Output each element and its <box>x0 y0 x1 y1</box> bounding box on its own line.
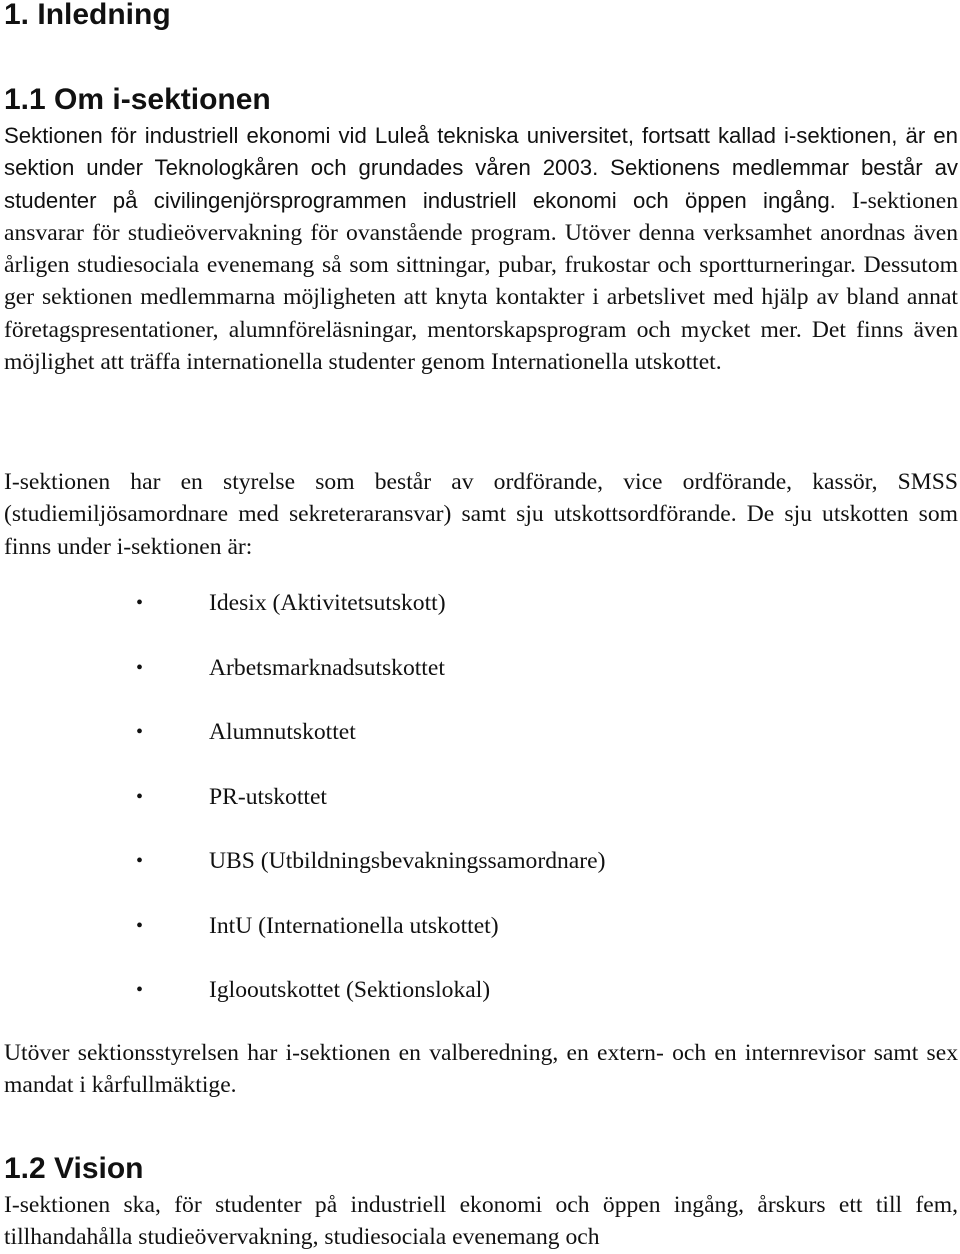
closing-paragraph: Utöver sektionsstyrelsen har i-sektionen en valberedning, en extern- och en internrevisor samt sex mandat i kårfullmäktige. <box>4 1040 958 1099</box>
committee-name: Alumnutskottet <box>209 719 356 745</box>
committee-name: Iglooutskottet (Sektionslokal) <box>209 977 491 1003</box>
bullet-icon: • <box>136 850 144 872</box>
committee-name: UBS (Utbildningsbevakningssamordnare) <box>209 848 606 874</box>
vision-paragraph: I-sektionen ska, för studenter på industriell ekonomi och öppen ingång, årskurs ett till fem, tillhandahålla studieövervakning, studiesociala evenemang och <box>4 1192 958 1251</box>
section-heading-vision: 1.2 Vision <box>4 1152 144 1185</box>
committee-name: PR-utskottet <box>209 783 327 810</box>
bullet-icon: • <box>136 914 144 937</box>
committee-name: Idesix (Aktivitetsutskott) <box>209 590 446 616</box>
bullet-icon: • <box>136 592 144 614</box>
intro-paragraph <box>4 120 958 378</box>
bullet-icon: • <box>136 785 144 808</box>
intro-serif-text: I-sektionen ansvarar för studieövervakning för ovanstående program. Utöver denna verksamhet anordnas även årligen studiesociala evenemang så som sittningar, pubar, frukostar och sportturneringar. Dessutom ger sektionen medlemmarna möjligheten att knyta kontakter i arbetslivet med hjälp av bland annat företagspresentationer, alumnföreläsningar, mentorskapsprogram och mycket mer. Det finns även möjlighet att träffa internationella studenter genom Internationella utskottet. <box>4 187 959 376</box>
bullet-icon: • <box>136 656 144 679</box>
chapter-heading: 1. Inledning <box>4 0 171 31</box>
intro-sans-text: Sektionen för industriell ekonomi vid Luleå tekniska universitet, fortsatt kallad i-sektionen, är en sektion under Teknologkåren och grundades våren 2003. Sektionens medlemmar består av studenter på civilingenjörsprogrammen industriell ekonomi och öppen ingång. <box>4 123 958 213</box>
bullet-icon: • <box>136 979 144 1001</box>
committee-name: IntU (Internationella utskottet) <box>209 912 499 939</box>
board-paragraph: I-sektionen har en styrelse som består av ordförande, vice ordförande, kassör, SMSS (studiemiljösamordnare med sekreteraransvar) samt sju utskottsordförande. De sju utskotten som finns under i-sektionen är: <box>4 469 958 560</box>
bullet-icon: • <box>136 721 144 743</box>
committee-name: Arbetsmarknadsutskottet <box>209 654 445 681</box>
section-heading-om-i-sektionen: 1.1 Om i-sektionen <box>4 83 271 116</box>
